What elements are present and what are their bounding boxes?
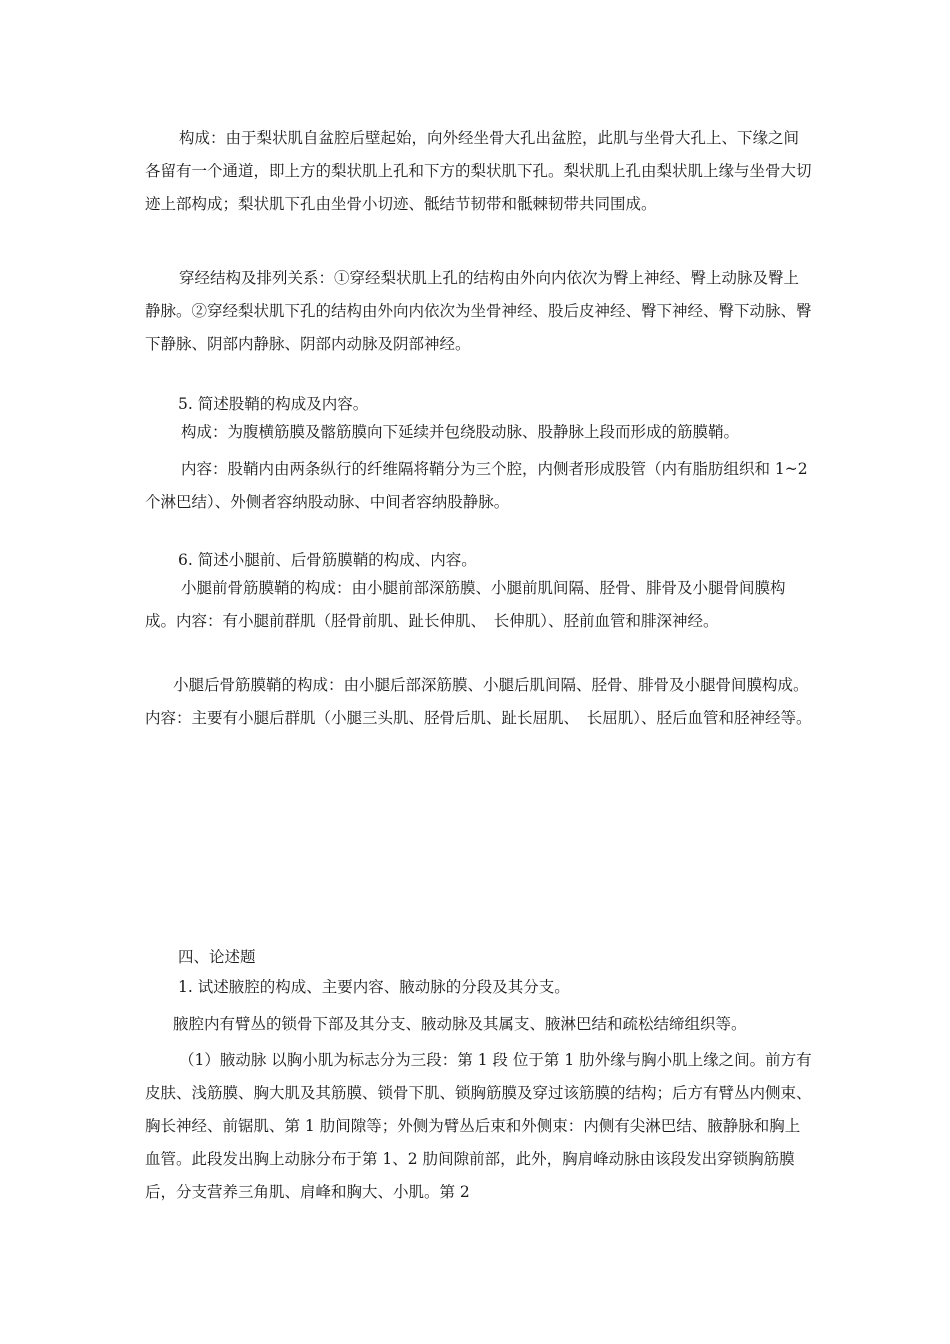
piriformis-structure-paragraph: 构成：由于梨状肌自盆腔后壁起始，向外经坐骨大孔出盆腔，此肌与坐骨大孔上、下缘之间各留有一个通道，即上方的梨状肌上孔和下方的梨状肌下孔。梨状肌上孔由梨状肌上缘与坐骨大切迹上部构成；梨状肌下孔由坐骨小切迹、骶结节韧带和骶棘韧带共同围成。 xyxy=(145,129,812,213)
axillary-artery-paragraph: （1）腋动脉 以胸小肌为标志分为三段：第 1 段 位于第 1 肋外缘与胸小肌上缘之间。前方有皮肤、浅筋膜、胸大肌及其筋膜、锁骨下肌、锁胸筋膜及穿过该筋膜的结构；后方有臂丛内侧束、胸长神经、前锯肌、第 1 肋间隙等；外侧为臂丛后束和外侧束：内侧有尖淋巴结、腋静脉和胸上血管。此段发出胸上动脉分布于第 1、2 肋间隙前部，此外，胸肩峰动脉由该段发出穿锁胸筋膜后，分支营养三角肌、肩峰和胸大、小肌。第 2 xyxy=(145,1051,812,1201)
section-4-heading: 四、论述题 xyxy=(178,948,256,966)
posterior-compartment-paragraph: 小腿后骨筋膜鞘的构成：由小腿后部深筋膜、小腿后肌间隔、胫骨、腓骨及小腿骨间膜构成。内容：主要有小腿后群肌（小腿三头肌、胫骨后肌、趾长屈肌、 长屈肌）、胫后血管和胫神经等。 xyxy=(145,676,812,727)
anterior-compartment-paragraph: 小腿前骨筋膜鞘的构成：由小腿前部深筋膜、小腿前肌间隔、胫骨、腓骨及小腿骨间膜构成。内容：有小腿前群肌（胫骨前肌、趾长伸肌、 长伸肌）、胫前血管和腓深神经。 xyxy=(145,579,786,630)
femoral-sheath-content: 内容：股鞘内由两条纵行的纤维隔将鞘分为三个腔，内侧者形成股管（内有脂肪组织和 1~2 个淋巴结）、外侧者容纳股动脉、中间者容纳股静脉。 xyxy=(145,460,808,511)
femoral-sheath-structure: 构成：为腹横筋膜及髂筋膜向下延续并包绕股动脉、股静脉上段而形成的筋膜鞘。 xyxy=(181,423,740,441)
essay-question-1-title: 1. 试述腋腔的构成、主要内容、腋动脉的分段及其分支。 xyxy=(178,978,570,996)
question-6-title: 6. 简述小腿前、后骨筋膜鞘的构成、内容。 xyxy=(178,551,477,569)
axilla-content-paragraph: 腋腔内有臂丛的锁骨下部及其分支、腋动脉及其属支、腋淋巴结和疏松结缔组织等。 xyxy=(173,1015,747,1033)
question-5-title: 5. 简述股鞘的构成及内容。 xyxy=(178,395,369,413)
piriformis-passing-structures-paragraph: 穿经结构及排列关系：①穿经梨状肌上孔的结构由外向内依次为臀上神经、臀上动脉及臀上静脉。②穿经梨状肌下孔的结构由外向内依次为坐骨神经、股后皮神经、臀下神经、臀下动脉、臀下静脉、阴部内静脉、阴部内动脉及阴部神经。 xyxy=(145,269,812,353)
